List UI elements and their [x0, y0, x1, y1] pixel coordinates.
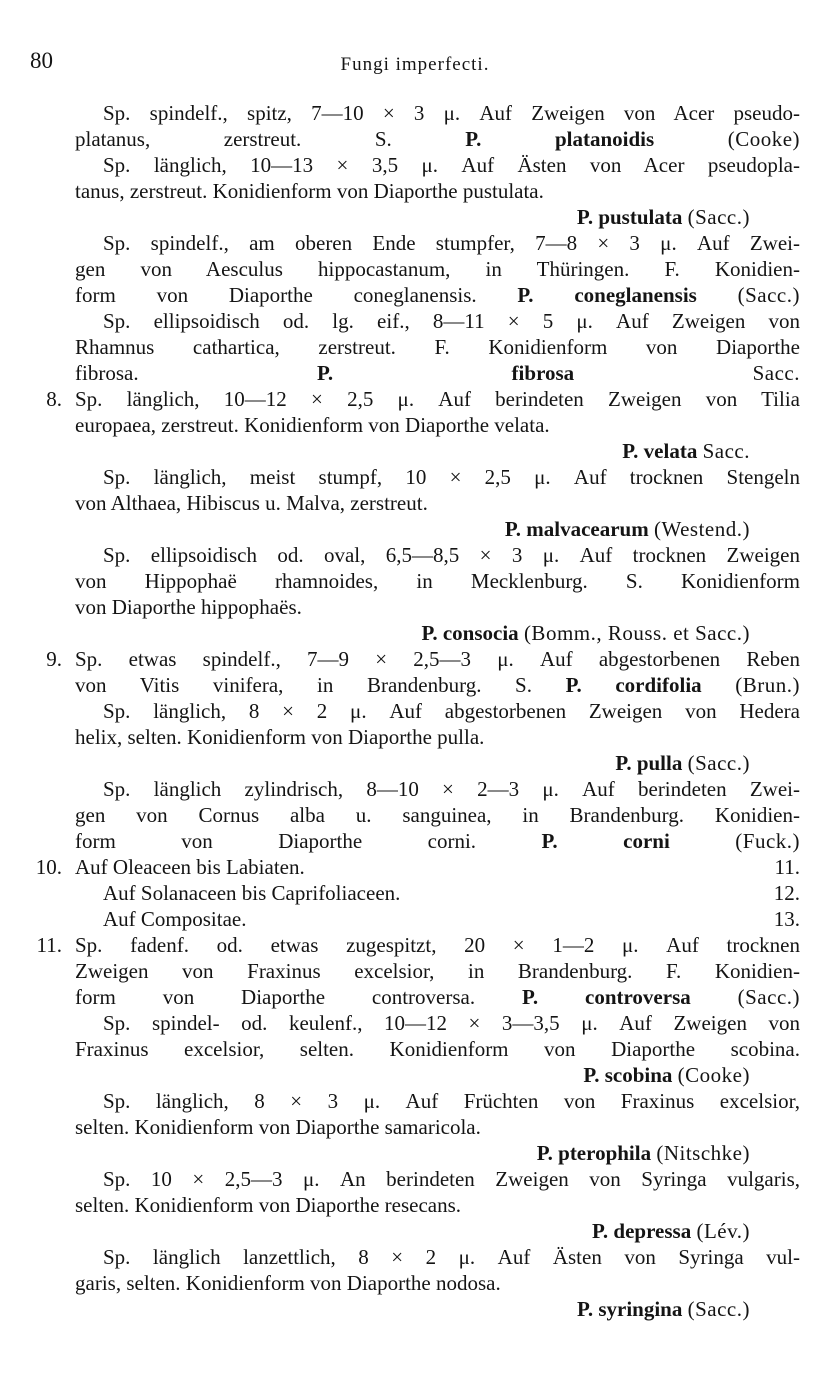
page-number: 80 [30, 48, 53, 73]
line-text [75, 958, 800, 984]
line-text [103, 698, 800, 724]
text-line [0, 334, 830, 360]
text-line [0, 204, 830, 230]
line-text [75, 1296, 750, 1322]
text-line [0, 1010, 830, 1036]
description-text: Auf Solanaceen bis Caprifoliaceen. [103, 881, 401, 905]
species-authority: (Sacc.) [737, 985, 801, 1009]
text-line [0, 126, 830, 152]
text-line [0, 750, 830, 776]
text-line [0, 568, 830, 594]
line-text [75, 386, 800, 412]
species-name: P. depressa [592, 1219, 692, 1243]
species-name: P. fibrosa [317, 361, 575, 385]
text-line [0, 646, 830, 672]
text-line [0, 724, 830, 750]
description-text: Sp. etwas spindelf., 7—9 × 2,5—3 μ. Auf abgestorbenen Reben [75, 647, 800, 671]
line-text [103, 1244, 800, 1270]
line-text [75, 1114, 800, 1140]
description-text: Sp. spindelf., am oberen Ende stumpfer, 7—8 × 3 μ. Auf Zwei- [103, 231, 800, 255]
species-authority: (Cooke) [727, 127, 801, 151]
key-reference: 11. [774, 855, 800, 879]
text-line [0, 906, 830, 932]
species-name: P. pulla [615, 751, 683, 775]
couplet-number: 10. [35, 855, 62, 879]
species-authority: (Brun.) [735, 673, 800, 697]
text-line [0, 386, 830, 412]
text-line [0, 620, 830, 646]
text-line [0, 932, 830, 958]
description-text: Sp. fadenf. od. etwas zugespitzt, 20 × 1—2 μ. Auf trocknen [75, 933, 800, 957]
line-text [75, 594, 800, 620]
line-text [75, 126, 800, 152]
description-text: Fraxinus excelsior, selten. Konidienform von Diaporthe scobina. [75, 1037, 800, 1061]
description-text: Sp. länglich, 10—12 × 2,5 μ. Auf berindeten Zweigen von Tilia [75, 387, 800, 411]
description-text: fibrosa. [75, 361, 139, 385]
description-text: Sp. länglich, 8 × 3 μ. Auf Früchten von Fraxinus excelsior, [103, 1089, 800, 1113]
text-line [0, 1088, 830, 1114]
description-text: Sp. ellipsoidisch od. oval, 6,5—8,5 × 3 μ. Auf trocknen Zweigen [103, 543, 800, 567]
description-text: form von Diaporthe corni. [75, 829, 477, 853]
text-line [0, 360, 830, 386]
line-text [75, 672, 800, 698]
species-authority: (Sacc.) [687, 205, 750, 229]
species-name: P. malvacearum [504, 517, 649, 541]
species-authority: (Lév.) [696, 1219, 750, 1243]
line-text [103, 776, 800, 802]
description-text: helix, selten. Konidienform von Diaporthe pulla. [75, 725, 485, 749]
line-text [75, 620, 750, 646]
text-line [0, 412, 830, 438]
description-text: Rhamnus cathartica, zerstreut. F. Konidienform von Diaporthe [75, 335, 800, 359]
line-text [75, 828, 800, 854]
description-text: von Althaea, Hibiscus u. Malva, zerstreut. [75, 491, 428, 515]
description-text: Sp. spindel- od. keulenf., 10—12 × 3—3,5 μ. Auf Zweigen von [103, 1011, 800, 1035]
line-text [75, 1036, 800, 1062]
line-text [75, 282, 800, 308]
species-authority: (Fuck.) [735, 829, 801, 853]
text-line [0, 1166, 830, 1192]
description-text: platanus, zerstreut. S. [75, 127, 392, 151]
species-authority: (Sacc.) [687, 1297, 750, 1321]
line-text [103, 308, 800, 334]
species-authority: (Bomm., Rouss. et Sacc.) [523, 621, 750, 645]
line-text [103, 230, 800, 256]
text-line [0, 1114, 830, 1140]
description-text: Sp. länglich, 8 × 2 μ. Auf abgestorbenen Zweigen von Hedera [103, 699, 800, 723]
text-line [0, 672, 830, 698]
species-authority: (Cooke) [677, 1063, 750, 1087]
description-text: garis, selten. Konidienform von Diaporthe nodosa. [75, 1271, 501, 1295]
couplet-number: 8. [46, 387, 62, 411]
line-text [75, 1270, 800, 1296]
text-line [0, 776, 830, 802]
description-text: Sp. spindelf., spitz, 7—10 × 3 μ. Auf Zweigen von Acer pseudo- [103, 101, 800, 125]
line-text [75, 1062, 750, 1088]
text-line [0, 802, 830, 828]
species-name: P. syringina [576, 1297, 683, 1321]
description-text: von Diaporthe hippophaës. [75, 595, 302, 619]
species-name: P. velata [622, 439, 698, 463]
line-text [75, 724, 800, 750]
line-text [75, 438, 750, 464]
text-line [0, 1218, 830, 1244]
description-text: form von Diaporthe controversa. [75, 985, 476, 1009]
description-text: Auf Compositae. [103, 907, 247, 931]
couplet-number: 9. [46, 647, 62, 671]
line-text [75, 178, 800, 204]
line-text [75, 1192, 800, 1218]
line-text [75, 360, 800, 386]
line-text [75, 204, 750, 230]
species-authority: Sacc. [702, 439, 750, 463]
text-line [0, 282, 830, 308]
text-line [0, 178, 830, 204]
species-name: P. cordifolia [565, 673, 702, 697]
page-header [0, 48, 830, 78]
key-reference: 13. [773, 907, 800, 931]
text-line [0, 542, 830, 568]
description-text: form von Diaporthe coneglanensis. [75, 283, 477, 307]
text-line [0, 1270, 830, 1296]
text-line [0, 1296, 830, 1322]
text-line [0, 1140, 830, 1166]
line-text [103, 100, 800, 126]
key-reference: 12. [773, 881, 800, 905]
species-name: P. pustulata [576, 205, 683, 229]
line-text [75, 984, 800, 1010]
text-line [0, 230, 830, 256]
text-line [0, 854, 830, 880]
text-line [0, 1244, 830, 1270]
description-text: von Hippophaë rhamnoides, in Mecklenburg. S. Konidienform [75, 569, 800, 593]
text-line [0, 880, 830, 906]
text-line [0, 594, 830, 620]
description-text: tanus, zerstreut. Konidienform von Diaporthe pustulata. [75, 179, 544, 203]
text-line [0, 490, 830, 516]
description-text: Sp. 10 × 2,5—3 μ. An berindeten Zweigen von Syringa vulgaris, [103, 1167, 800, 1191]
text-line [0, 516, 830, 542]
species-name: P. scobina [583, 1063, 673, 1087]
line-text [103, 906, 800, 932]
species-name: P. pterophila [536, 1141, 652, 1165]
species-name: P. corni [541, 829, 670, 853]
line-text [75, 334, 800, 360]
description-text: Sp. länglich zylindrisch, 8—10 × 2—3 μ. Auf berindeten Zwei- [103, 777, 800, 801]
description-text: gen von Aesculus hippocastanum, in Thüringen. F. Konidien- [75, 257, 800, 281]
text-line [0, 984, 830, 1010]
line-text [75, 516, 750, 542]
species-authority: (Sacc.) [687, 751, 750, 775]
line-text [75, 932, 800, 958]
text-line [0, 438, 830, 464]
description-text: Auf Oleaceen bis Labiaten. [75, 855, 305, 879]
description-text: Zweigen von Fraxinus excelsior, in Brandenburg. F. Konidien- [75, 959, 800, 983]
line-text [75, 412, 800, 438]
text-body [0, 100, 830, 1322]
description-text: Sp. ellipsoidisch od. lg. eif., 8—11 × 5 μ. Auf Zweigen von [103, 309, 800, 333]
text-line [0, 1036, 830, 1062]
description-text: Sp. länglich, 10—13 × 3,5 μ. Auf Ästen von Acer pseudopla- [103, 153, 800, 177]
line-text [75, 1218, 750, 1244]
line-text [75, 854, 800, 880]
line-text [75, 750, 750, 776]
line-text [103, 880, 800, 906]
text-line [0, 958, 830, 984]
description-text: gen von Cornus alba u. sanguinea, in Brandenburg. Konidien- [75, 803, 800, 827]
line-text [103, 1166, 800, 1192]
text-line [0, 152, 830, 178]
description-text: selten. Konidienform von Diaporthe samaricola. [75, 1115, 481, 1139]
species-authority: (Nitschke) [656, 1141, 750, 1165]
description-text: Sp. länglich, meist stumpf, 10 × 2,5 μ. Auf trocknen Stengeln [103, 465, 800, 489]
line-text [75, 1140, 750, 1166]
species-name: P. platanoidis [465, 127, 655, 151]
line-text [75, 802, 800, 828]
text-line [0, 308, 830, 334]
line-text [103, 542, 800, 568]
line-text [103, 1010, 800, 1036]
description-text: von Vitis vinifera, in Brandenburg. S. [75, 673, 532, 697]
couplet-number: 11. [36, 933, 62, 957]
species-authority: (Westend.) [653, 517, 750, 541]
description-text: Sp. länglich lanzettlich, 8 × 2 μ. Auf Ästen von Syringa vul- [103, 1245, 800, 1269]
text-line [0, 1192, 830, 1218]
text-line [0, 464, 830, 490]
line-text [75, 490, 800, 516]
description-text: europaea, zerstreut. Konidienform von Diaporthe velata. [75, 413, 550, 437]
text-line [0, 828, 830, 854]
line-text [103, 464, 800, 490]
line-text [75, 646, 800, 672]
species-authority: Sacc. [752, 361, 801, 385]
text-line [0, 256, 830, 282]
line-text [75, 568, 800, 594]
line-text [103, 152, 800, 178]
text-line [0, 698, 830, 724]
species-name: P. coneglanensis [517, 283, 697, 307]
species-authority: (Sacc.) [737, 283, 800, 307]
line-text [103, 1088, 800, 1114]
running-title: Fungi imperfecti. [340, 54, 490, 75]
description-text: selten. Konidienform von Diaporthe resecans. [75, 1193, 462, 1217]
species-name: P. controversa [521, 985, 691, 1009]
text-line [0, 1062, 830, 1088]
species-name: P. consocia [421, 621, 519, 645]
line-text [75, 256, 800, 282]
text-line [0, 100, 830, 126]
